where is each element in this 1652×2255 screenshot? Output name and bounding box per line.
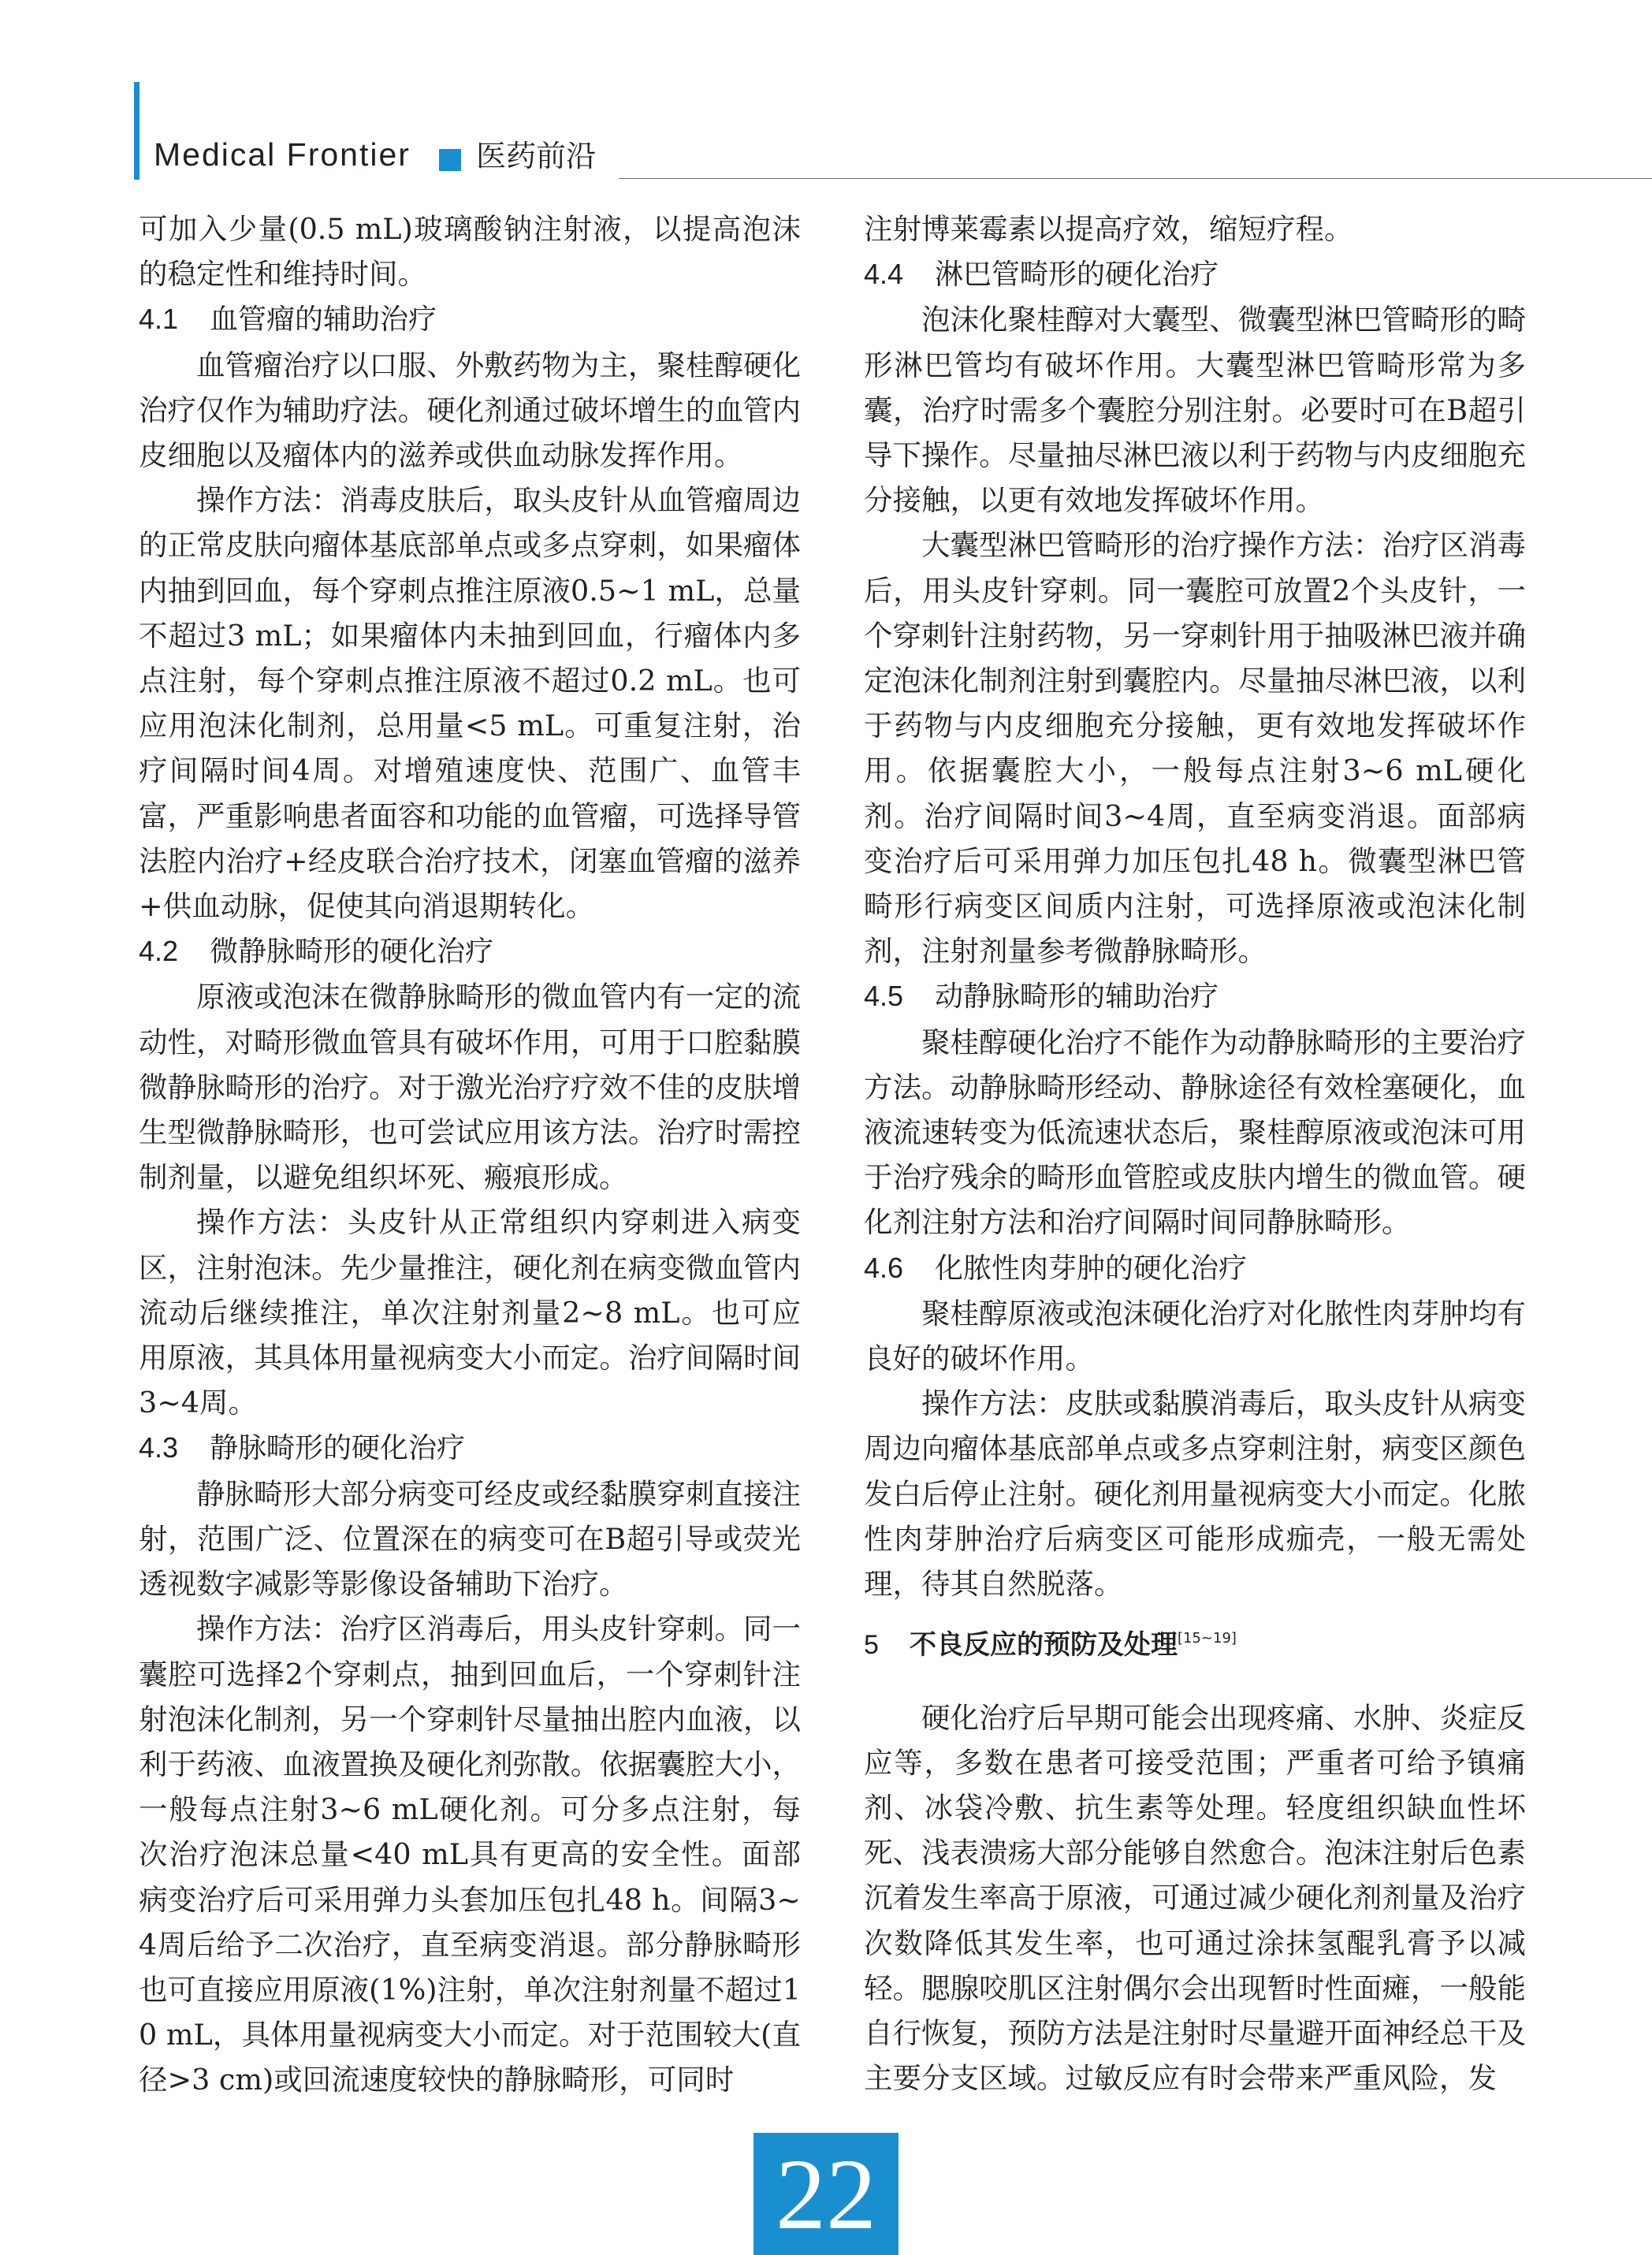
section-heading: [864, 1616, 1526, 1668]
subsection-title: 淋巴管畸形的硬化治疗: [935, 259, 1219, 292]
subsection-number: 4.1: [139, 303, 179, 336]
page-number: 22: [776, 2138, 876, 2250]
subsection-heading: [139, 928, 801, 974]
section-title: 不良反应的预防及处理: [910, 1629, 1178, 1661]
journal-title-en: Medical Frontier: [154, 136, 411, 173]
paragraph: 可加入少量(0.5 mL)玻璃酸钠注射液，以提高泡沫的稳定性和维持时间。: [139, 212, 801, 292]
paragraph: 静脉畸形大部分病变可经皮或经黏膜穿刺直接注射，范围广泛、位置深在的病变可在B超引导或荧光透视数字减影等影像设备辅助下治疗。: [139, 1476, 801, 1602]
paragraph: 操作方法：治疗区消毒后，用头皮针穿刺。同一囊腔可选择2个穿刺点，抽到回血后，一个穿刺针注射泡沫化制剂，另一个穿刺针尽量抽出腔内血液，以利于药液、血液置换及硬化剂弥散。依据囊腔大小，一般每点注射3~6 mL硬化剂。可分多点注射，每次治疗泡沫总量<40 mL具有更高的安全性。面部病变治疗后可采用弹力头套加压包扎48 h。间隔3~4周后给予二次治疗，直至病变消退。部分静脉畸形也可直接应用原液(1%)注射，单次注射剂量不超过10 mL，具体用量视病变大小而定。对于范围较大(直径>3 cm)或回流速度较快的静脉畸形，可同时: [139, 1612, 801, 2097]
header-rule: [619, 178, 1652, 179]
journal-title-cn: 医药前沿: [476, 139, 597, 173]
paragraph: 操作方法：消毒皮肤后，取头皮针从血管瘤周边的正常皮肤向瘤体基底部单点或多点穿刺，如果瘤体内抽到回血，每个穿刺点推注原液0.5~1 mL，总量不超过3 mL；如果瘤体内未抽到回血，行瘤体内多点注射，每个穿刺点推注原液不超过0.2 mL。也可应用泡沫化制剂，总用量<5 mL。可重复注射，治疗间隔时间4周。对增殖速度快、范围广、血管丰富，严重影响患者面容和功能的血管瘤，可选择导管法腔内治疗+经皮联合治疗技术，闭塞血管瘤的滋养+供血动脉，促使其向消退期转化。: [139, 483, 801, 924]
left-column: [139, 207, 801, 2103]
subsection-number: 4.4: [864, 258, 904, 291]
paragraph: 聚桂醇原液或泡沫硬化治疗对化脓性肉芽肿均有良好的破坏作用。: [864, 1296, 1526, 1376]
header-square-marker: [439, 149, 461, 171]
subsection-title: 动静脉畸形的辅助治疗: [935, 981, 1219, 1014]
subsection-heading: [864, 1245, 1526, 1291]
paragraph: 操作方法：头皮针从正常组织内穿刺进入病变区，注射泡沫。先少量推注，硬化剂在病变微血管内流动后继续推注，单次注射剂量2~8 mL。也可应用原液，其具体用量视病变大小而定。治疗间隔时间3~4周。: [139, 1205, 801, 1420]
subsection-title: 静脉畸形的硬化治疗: [210, 1432, 466, 1465]
subsection-title: 血管瘤的辅助治疗: [210, 303, 437, 337]
paragraph: 操作方法：皮肤或黏膜消毒后，取头皮针从病变周边向瘤体基底部单点或多点穿刺注射，病变区颜色发白后停止注射。硬化剂用量视病变大小而定。化脓性肉芽肿治疗后病变区可能形成痂壳，一般无需处理，待其自然脱落。: [864, 1386, 1526, 1602]
subsection-number: 4.5: [864, 980, 904, 1013]
paragraph: 硬化治疗后早期可能会出现疼痛、水肿、炎症反应等，多数在患者可接受范围；严重者可给予镇痛剂、冰袋冷敷、抗生素等处理。轻度组织缺血性坏死、浅表溃疡大部分能够自然愈合。泡沫注射后色素沉着发生率高于原液，可通过减少硬化剂剂量及治疗次数降低其发生率，也可通过涂抹氢醌乳膏予以减轻。腮腺咬肌区注射偶尔会出现暂时性面瘫，一般能自行恢复，预防方法是注射时尽量避开面神经总干及主要分支区域。过敏反应有时会带来严重风险，发: [864, 1700, 1526, 2096]
paragraph: 泡沫化聚桂醇对大囊型、微囊型淋巴管畸形的畸形淋巴管均有破坏作用。大囊型淋巴管畸形常为多囊，治疗时需多个囊腔分别注射。必要时可在B超引导下操作。尽量抽尽淋巴液以利于药物与内皮细胞充分接触，以更有效地发挥破坏作用。: [864, 303, 1526, 518]
paragraph: 注射博莱霉素以提高疗效，缩短疗程。: [864, 212, 1353, 246]
subsection-heading: [864, 973, 1526, 1019]
reference-citation: [15~19]: [1178, 1630, 1237, 1647]
subsection-heading: [864, 251, 1526, 297]
subsection-number: 4.2: [139, 935, 179, 968]
subsection-number: 4.6: [864, 1251, 904, 1284]
paragraph: 血管瘤治疗以口服、外敷药物为主，聚桂醇硬化治疗仅作为辅助疗法。硬化剂通过破坏增生的血管内皮细胞以及瘤体内的滋养或供血动脉发挥作用。: [139, 348, 801, 473]
subsection-heading: [139, 296, 801, 342]
subsection-title: 微静脉畸形的硬化治疗: [210, 936, 494, 969]
subsection-heading: [139, 1425, 801, 1471]
subsection-number: 4.3: [139, 1431, 179, 1464]
paragraph: 大囊型淋巴管畸形的治疗操作方法：治疗区消毒后，用头皮针穿刺。同一囊腔可放置2个头皮针，一个穿刺针注射药物，另一穿刺针用于抽吸淋巴液并确定泡沫化制剂注射到囊腔内。尽量抽尽淋巴液，以利于药物与内皮细胞充分接触，更有效地发挥破坏作用。依据囊腔大小，一般每点注射3~6 mL硬化剂。治疗间隔时间3~4周，直至病变消退。面部病变治疗后可采用弹力加压包扎48 h。微囊型淋巴管畸形行病变区间质内注射，可选择原液或泡沫化制剂，注射剂量参考微静脉畸形。: [864, 528, 1526, 969]
subsection-title: 化脓性肉芽肿的硬化治疗: [935, 1252, 1248, 1285]
right-column: [864, 207, 1526, 2101]
paragraph: 聚桂醇硬化治疗不能作为动静脉畸形的主要治疗方法。动静脉畸形经动、静脉途径有效栓塞硬化，血液流速转变为低流速状态后，聚桂醇原液或泡沫可用于治疗残余的畸形血管腔或皮肤内增生的微血管。硬化剂注射方法和治疗间隔时间同静脉畸形。: [864, 1025, 1526, 1240]
paragraph: 原液或泡沫在微静脉畸形的微血管内有一定的流动性，对畸形微血管具有破坏作用，可用于口腔黏膜微静脉畸形的治疗。对于激光治疗疗效不佳的皮肤增生型微静脉畸形，也可尝试应用该方法。治疗时需控制剂量，以避免组织坏死、瘢痕形成。: [139, 980, 801, 1195]
section-number: 5: [864, 1630, 879, 1661]
header-accent-bar: [134, 82, 140, 180]
